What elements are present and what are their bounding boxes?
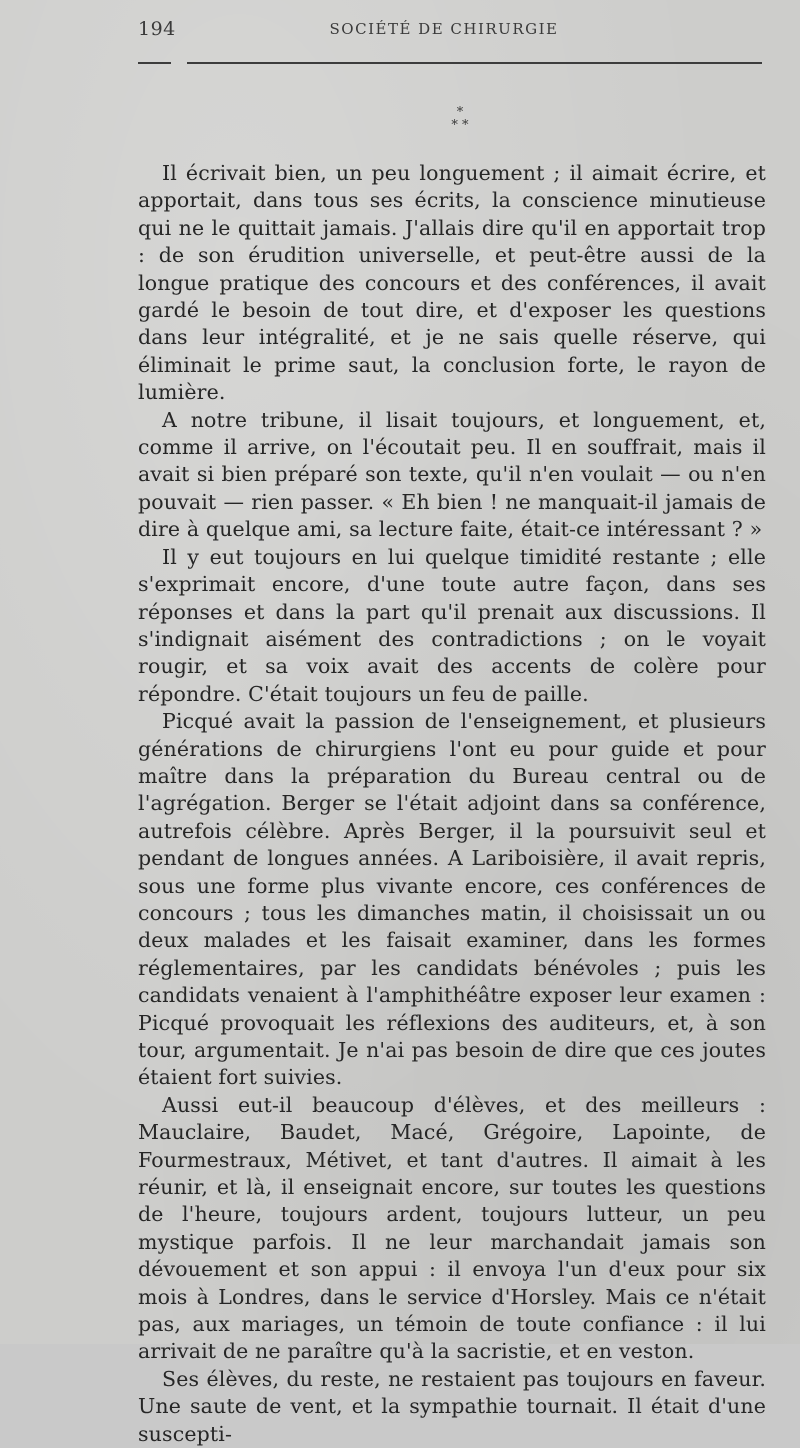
paragraph: Picqué avait la passion de l'enseignement, et plusieurs générations de chirurgiens l'ont eu pour guide et pour maître dans la préparation du Bureau central ou de l'agrégation. Berger se l'était adjoint dans sa conférence, autrefois célèbre. Après Berger, il la poursuivit seul et pendant de longues années. A Lariboisière, il avait repris, sous une forme plus vivante encore, ces conférences de concours ; tous les dimanches matin, il choisissait un ou deux malades et les faisait examiner, dans les formes réglementaires, par les candidats bénévoles ; puis les candidats venaient à l'amphithéâtre exposer leur examen : Picqué provoquait les réflexions des auditeurs, et, à son tour, argumentait. Je n'ai pas besoin de dire que ces joutes étaient fort suivies. [138,709,766,1090]
running-head [138,18,750,44]
running-title: SOCIÉTÉ DE CHIRURGIE [329,20,559,38]
paragraph: Il écrivait bien, un peu longuement ; il aimait écrire, et apportait, dans tous ses écrits, la conscience minutieuse qui ne le quittait jamais. J'allais dire qu'il en apportait trop : de son érudition universelle, et peut-être aussi de la longue pratique des concours et des conférences, il avait gardé le besoin de tout dire, et d'exposer les questions dans leur intégralité, et je ne sais quelle réserve, qui éliminait le prime saut, la conclusion forte, le rayon de lumière. [138,161,766,405]
paragraph: Aussi eut-il beaucoup d'élèves, et des meilleurs : Mauclaire, Baudet, Macé, Grégoire, Lapointe, de Fourmestraux, Métivet, et tant d'autres. Il aimait à les réunir, et là, il enseignait encore, sur toutes les questions de l'heure, toujours ardent, toujours lutteur, un peu mystique parfois. Il ne leur marchandait jamais son dévouement et son appui : il envoya l'un d'eux pour six mois à Londres, dans le service d'Horsley. Mais ce n'était pas, aux mariages, un témoin de toute confiance : il lui arrivait de ne paraître qu'à la sacristie, et en veston. [138,1092,766,1364]
page-number: 194 [138,18,176,40]
asterism-separator [440,106,480,132]
paragraph: A notre tribune, il lisait toujours, et longuement, et, comme il arrive, on l'écoutait peu. Il en souffrait, mais il avait si bien préparé son texte, qu'il n'en voulait — ou n'en pouvait — rien passer. « Eh bien ! ne manquait-il jamais de dire à quelque ami, sa lecture faite, était-ce intéressant ? » [138,407,766,542]
paragraph: Ses élèves, du reste, ne restaient pas toujours en faveur. Une saute de vent, et la sympathie tournait. Il était d'une suscepti- [138,1366,766,1446]
header-rule-left [138,62,171,64]
paragraph: Il y eut toujours en lui quelque timidité restante ; elle s'exprimait encore, d'une toute autre façon, dans ses réponses et dans la part qu'il prenait aux discussions. Il s'indignait aisément des contradictions ; on le voyait rougir, et sa voix avait des accents de colère pour répondre. C'était toujours un feu de paille. [138,544,766,706]
header-rule-right [187,62,762,64]
body-text [138,160,766,1448]
asterism-text: * * * [451,105,469,133]
